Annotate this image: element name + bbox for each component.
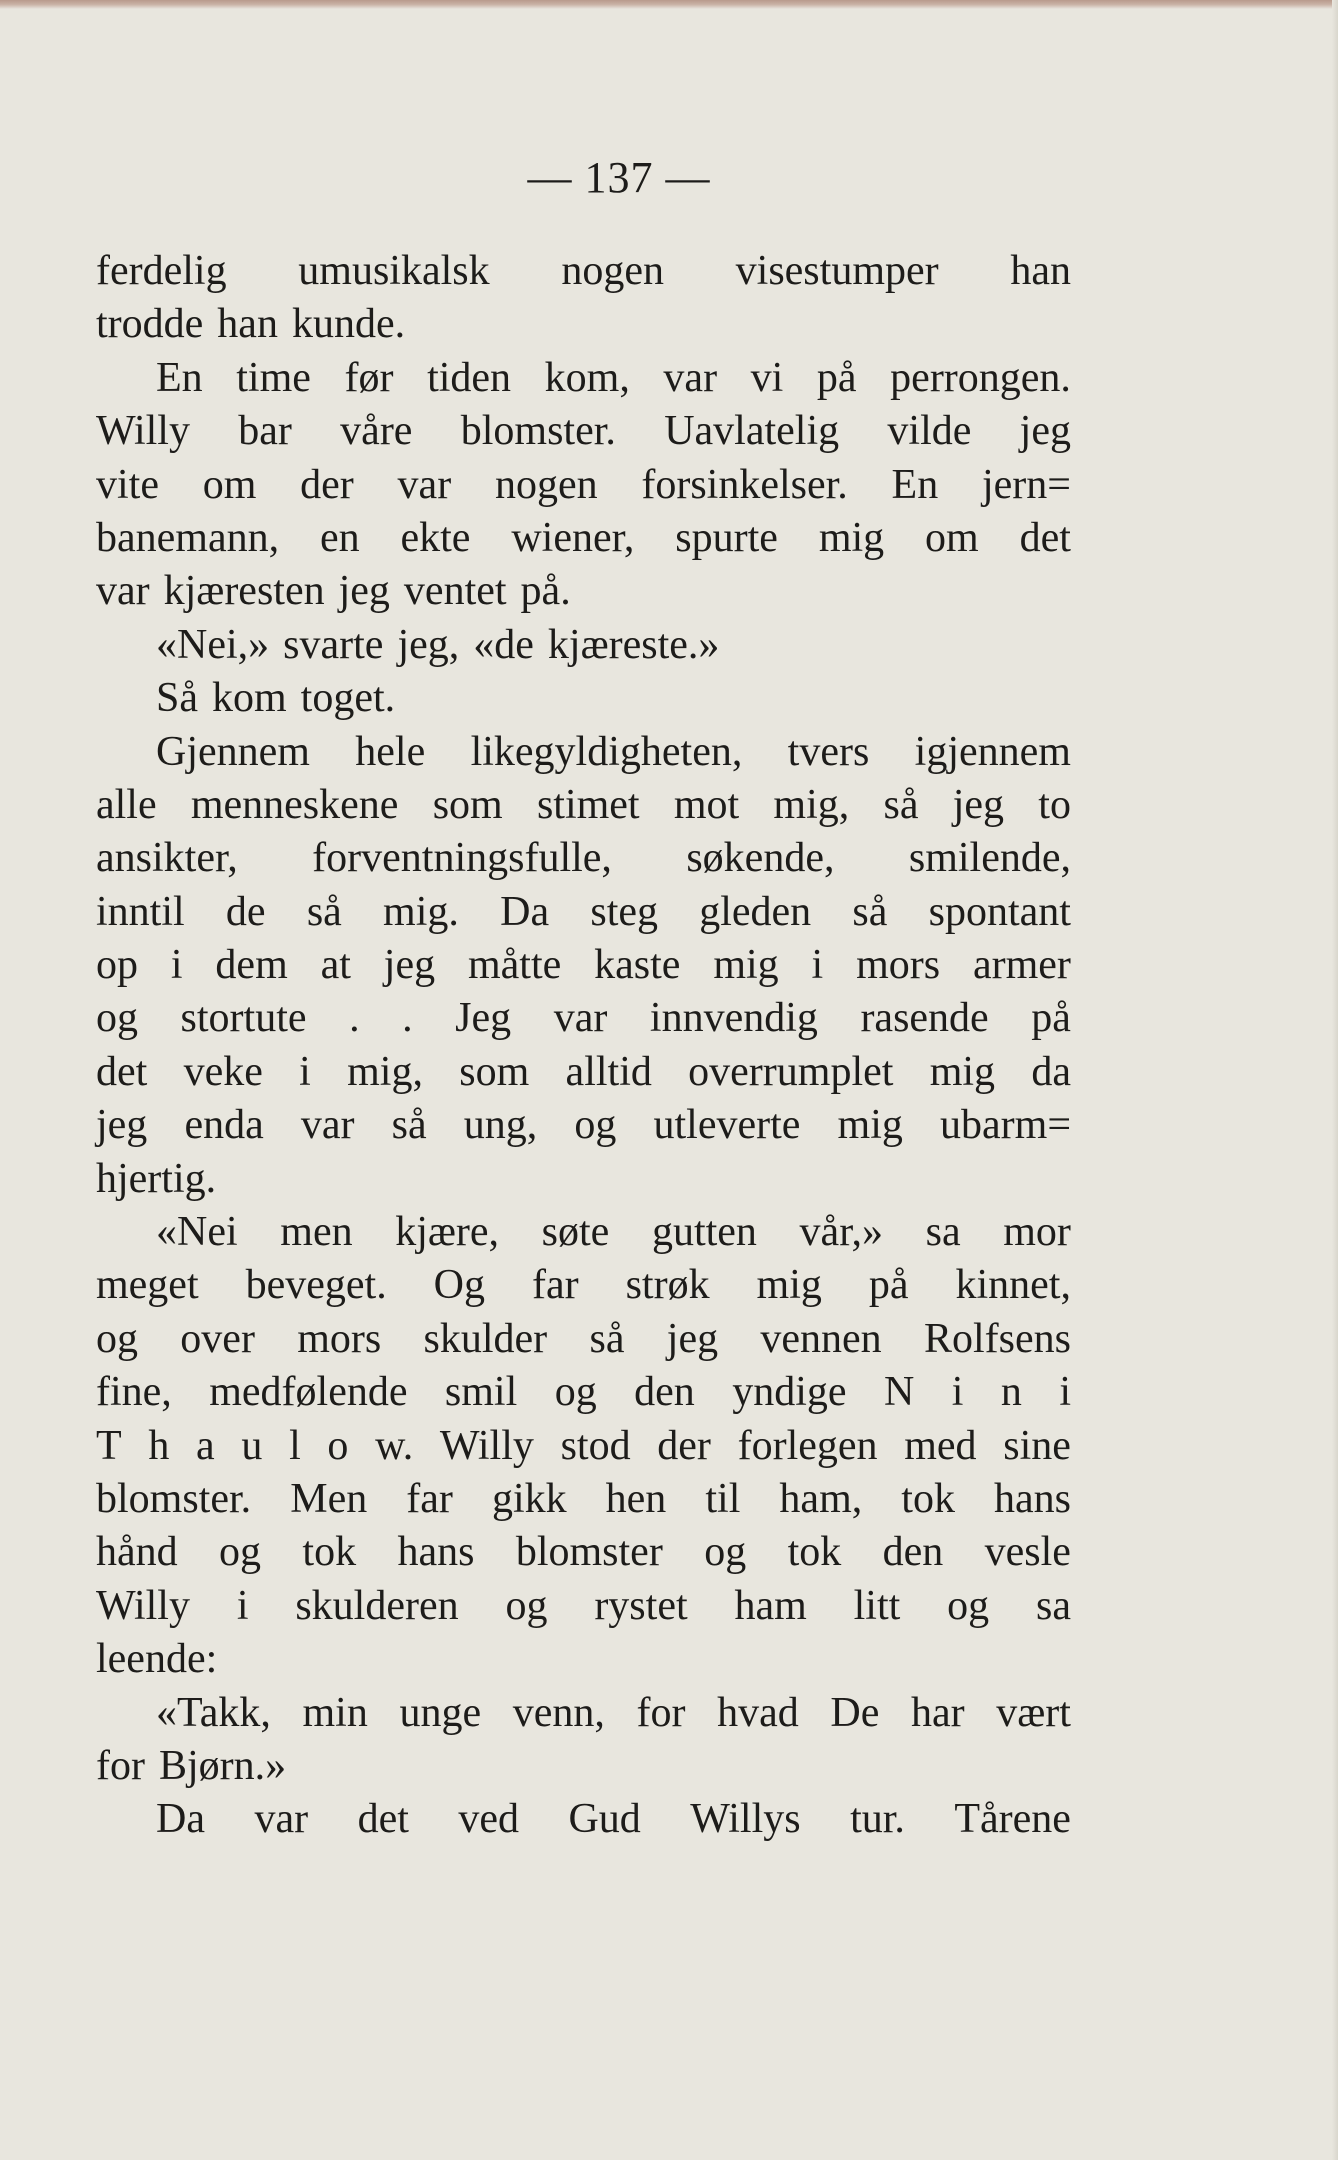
word: over bbox=[180, 1315, 255, 1362]
word: kjæreste.» bbox=[547, 621, 720, 668]
word: jeg bbox=[666, 1315, 719, 1362]
page-top-edge bbox=[0, 0, 1338, 9]
text-line bbox=[96, 939, 1071, 992]
word: i bbox=[1059, 1369, 1071, 1416]
word: så bbox=[852, 888, 888, 935]
word: var bbox=[254, 1796, 309, 1843]
word: igjennem bbox=[914, 728, 1071, 775]
word: søkende, bbox=[686, 835, 835, 882]
text-line bbox=[96, 1259, 1071, 1312]
word: umusikalsk bbox=[298, 248, 490, 294]
word: stortute bbox=[180, 995, 307, 1042]
word: Så bbox=[156, 675, 198, 722]
word: Men bbox=[290, 1475, 368, 1522]
word: min bbox=[302, 1689, 368, 1736]
word: «Takk, bbox=[156, 1689, 271, 1736]
word: mig, bbox=[347, 1048, 423, 1095]
word: beveget. bbox=[245, 1262, 387, 1309]
word: tur. bbox=[850, 1796, 905, 1843]
word: utleverte bbox=[653, 1102, 801, 1149]
word: likegyldigheten, bbox=[470, 728, 743, 775]
word: tok bbox=[901, 1475, 955, 1522]
word: hånd bbox=[96, 1529, 178, 1576]
word: strøk bbox=[625, 1262, 710, 1309]
word: bar bbox=[238, 408, 292, 455]
word: sine bbox=[1003, 1422, 1071, 1469]
word: trodde bbox=[96, 301, 204, 348]
word: nogen bbox=[494, 461, 598, 508]
word: Da bbox=[156, 1796, 205, 1843]
word: forsinkelser. bbox=[641, 461, 848, 508]
text-line bbox=[96, 1580, 1071, 1633]
word: Willy bbox=[96, 408, 190, 455]
word: . bbox=[349, 995, 360, 1042]
word: N bbox=[884, 1369, 915, 1416]
word: vite bbox=[96, 461, 159, 508]
word: måtte bbox=[467, 942, 562, 989]
word: mot bbox=[673, 781, 740, 828]
text-line bbox=[96, 352, 1071, 405]
word: mors bbox=[856, 942, 941, 989]
word: og bbox=[574, 1102, 617, 1149]
word: kunde. bbox=[291, 301, 406, 348]
word: perrongen. bbox=[890, 354, 1071, 401]
word: vi bbox=[750, 354, 784, 401]
word: fine, bbox=[96, 1369, 172, 1416]
word: inntil bbox=[96, 888, 185, 935]
word: vesle bbox=[984, 1529, 1071, 1576]
body-text bbox=[96, 245, 1071, 1847]
word: wiener, bbox=[511, 514, 635, 561]
word: jeg bbox=[952, 781, 1005, 828]
word: l bbox=[289, 1422, 301, 1469]
word: og bbox=[96, 1315, 138, 1362]
word: har bbox=[911, 1689, 965, 1736]
word: på bbox=[1031, 995, 1071, 1042]
word: mig bbox=[837, 1102, 903, 1149]
word: han bbox=[1010, 248, 1071, 294]
word: Gjennem bbox=[156, 728, 310, 775]
word: om bbox=[202, 461, 257, 508]
text-line bbox=[96, 832, 1071, 885]
word: det bbox=[357, 1796, 409, 1843]
word: med bbox=[904, 1422, 977, 1469]
word: mig bbox=[818, 514, 885, 561]
word: så bbox=[883, 781, 919, 828]
word: mig bbox=[713, 942, 779, 989]
word: tiden bbox=[427, 354, 512, 401]
word: ekte bbox=[400, 514, 471, 561]
text-line bbox=[96, 1420, 1071, 1473]
word: Willy bbox=[96, 1582, 190, 1629]
word: overrumplet bbox=[688, 1048, 894, 1095]
word: de bbox=[225, 888, 266, 935]
text-line bbox=[96, 1633, 1071, 1686]
word: w. bbox=[375, 1422, 414, 1469]
word: tvers bbox=[787, 728, 870, 775]
word: litt bbox=[853, 1582, 901, 1629]
word: gikk bbox=[491, 1475, 567, 1522]
word: rystet bbox=[594, 1582, 688, 1629]
word: jeg bbox=[338, 568, 390, 615]
word: Og bbox=[433, 1262, 485, 1309]
word: før bbox=[344, 354, 394, 401]
word: det bbox=[96, 1048, 148, 1095]
word: hans bbox=[397, 1529, 475, 1576]
word: armer bbox=[972, 942, 1071, 989]
word: søte bbox=[541, 1209, 610, 1256]
text-line bbox=[96, 512, 1071, 565]
word: var bbox=[553, 995, 608, 1042]
word: «Nei,» bbox=[156, 621, 270, 668]
word: i bbox=[811, 942, 824, 989]
word: hele bbox=[355, 728, 426, 775]
text-line bbox=[96, 1793, 1071, 1846]
word: og bbox=[505, 1582, 548, 1629]
text-line bbox=[96, 886, 1071, 939]
text-line bbox=[96, 1366, 1071, 1419]
word: våre bbox=[340, 408, 413, 455]
word: ubarm= bbox=[940, 1102, 1071, 1149]
word: Bjørn.» bbox=[158, 1742, 287, 1789]
word: hans bbox=[994, 1475, 1071, 1522]
text-line bbox=[96, 565, 1071, 618]
text-line bbox=[96, 726, 1071, 779]
word: og bbox=[554, 1369, 597, 1416]
word: Uavlatelig bbox=[664, 408, 840, 455]
word: veke bbox=[183, 1048, 263, 1095]
word: som bbox=[459, 1048, 530, 1095]
word: time bbox=[236, 354, 311, 401]
word: alle bbox=[96, 781, 157, 828]
word: mig. bbox=[383, 888, 459, 935]
word: jeg bbox=[1019, 408, 1071, 455]
word: på bbox=[816, 354, 857, 401]
word: sa bbox=[925, 1209, 961, 1256]
text-line bbox=[96, 1153, 1071, 1206]
word: venn, bbox=[512, 1689, 605, 1736]
word: rasende bbox=[860, 995, 989, 1042]
word: far bbox=[531, 1262, 579, 1309]
word: mors bbox=[297, 1315, 382, 1362]
word: dem bbox=[215, 942, 288, 989]
word: gutten bbox=[651, 1209, 757, 1256]
word: og bbox=[947, 1582, 990, 1629]
word: Da bbox=[500, 888, 550, 935]
word: stimet bbox=[536, 781, 640, 828]
word: kinnet, bbox=[955, 1262, 1071, 1309]
text-line bbox=[96, 1526, 1071, 1579]
word: i bbox=[170, 942, 183, 989]
word: mig bbox=[929, 1048, 996, 1095]
word: En bbox=[891, 461, 939, 508]
word: Willys bbox=[690, 1796, 801, 1843]
word: kom bbox=[212, 675, 287, 722]
word: der bbox=[300, 461, 354, 508]
word: på. bbox=[520, 568, 571, 615]
word: i bbox=[299, 1048, 311, 1095]
word: to bbox=[1038, 781, 1071, 828]
word: og bbox=[704, 1529, 747, 1576]
word: De bbox=[830, 1689, 880, 1736]
word: svarte bbox=[283, 621, 384, 668]
word: en bbox=[319, 514, 360, 561]
word: mig, bbox=[773, 781, 850, 828]
page-number: — 137 — bbox=[527, 153, 711, 202]
word: op bbox=[96, 942, 138, 989]
text-line bbox=[96, 1687, 1071, 1740]
word: smil bbox=[444, 1369, 518, 1416]
word: den bbox=[634, 1369, 695, 1416]
word: ansikter, bbox=[96, 835, 238, 882]
word: meget bbox=[96, 1262, 199, 1309]
word: til bbox=[705, 1475, 741, 1522]
word: «Nei bbox=[156, 1209, 238, 1256]
word: spurte bbox=[675, 514, 778, 561]
word: han bbox=[217, 301, 278, 348]
text-line bbox=[96, 1473, 1071, 1526]
word: så bbox=[306, 888, 342, 935]
text-line bbox=[96, 405, 1071, 458]
word: var bbox=[300, 1102, 355, 1149]
word: jeg bbox=[383, 942, 436, 989]
word: og bbox=[219, 1529, 262, 1576]
word: vært bbox=[996, 1689, 1071, 1736]
word: menneskene bbox=[190, 781, 399, 828]
word: steg bbox=[590, 888, 658, 935]
text-line bbox=[96, 779, 1071, 832]
text-line bbox=[96, 459, 1071, 512]
word: mor bbox=[1003, 1209, 1071, 1256]
word: da bbox=[1031, 1048, 1071, 1095]
word: Tårene bbox=[954, 1796, 1071, 1843]
text-line bbox=[96, 1046, 1071, 1099]
word: o bbox=[327, 1422, 349, 1469]
word: ved bbox=[458, 1796, 519, 1843]
text-line bbox=[96, 619, 1071, 672]
word: men bbox=[280, 1209, 353, 1256]
word: ham, bbox=[779, 1475, 863, 1522]
word: . bbox=[402, 995, 413, 1042]
word: smilende, bbox=[908, 835, 1071, 882]
word: jeg, bbox=[397, 621, 460, 668]
word: så bbox=[391, 1102, 427, 1149]
text-line bbox=[96, 992, 1071, 1045]
word: for bbox=[96, 1742, 145, 1789]
word: yndige bbox=[732, 1369, 847, 1416]
word: toget. bbox=[300, 675, 396, 722]
word: n bbox=[1000, 1369, 1022, 1416]
word: kjæresten bbox=[163, 568, 325, 615]
word: mig bbox=[756, 1262, 822, 1309]
text-line bbox=[96, 1313, 1071, 1366]
text-line bbox=[96, 298, 1071, 351]
word: far bbox=[406, 1475, 453, 1522]
word: ventet bbox=[403, 568, 507, 615]
word: forlegen bbox=[737, 1422, 878, 1469]
word: medfølende bbox=[209, 1369, 408, 1416]
word: hjertig. bbox=[96, 1155, 217, 1202]
text-line bbox=[96, 1740, 1071, 1793]
word: kaste bbox=[594, 942, 681, 989]
page-right-edge bbox=[1332, 0, 1338, 2160]
word: tok bbox=[787, 1529, 842, 1576]
text-line bbox=[96, 1206, 1071, 1259]
word: som bbox=[432, 781, 503, 828]
word: Jeg bbox=[455, 995, 512, 1042]
word: sa bbox=[1036, 1582, 1071, 1629]
word: u bbox=[241, 1422, 263, 1469]
word: der bbox=[657, 1422, 711, 1469]
word: ham bbox=[734, 1582, 807, 1629]
word: jern= bbox=[981, 461, 1071, 508]
word: og bbox=[96, 995, 138, 1042]
word: visestumper bbox=[735, 248, 939, 294]
word: skulderen bbox=[295, 1582, 459, 1629]
word: det bbox=[1019, 514, 1071, 561]
word: leende: bbox=[96, 1636, 218, 1683]
word: i bbox=[236, 1582, 249, 1629]
word: skulder bbox=[423, 1315, 548, 1362]
word: tok bbox=[302, 1529, 357, 1576]
word: spontant bbox=[928, 888, 1071, 935]
word: Rolfsens bbox=[923, 1315, 1071, 1362]
word: den bbox=[882, 1529, 944, 1576]
word: gleden bbox=[699, 888, 812, 935]
word: Gud bbox=[568, 1796, 641, 1843]
text-line bbox=[96, 1099, 1071, 1152]
word: blomster. bbox=[460, 408, 616, 455]
text-line bbox=[96, 672, 1071, 725]
word: unge bbox=[399, 1689, 482, 1736]
word: i bbox=[951, 1369, 964, 1416]
word: a bbox=[196, 1422, 215, 1469]
word: nogen bbox=[561, 248, 664, 294]
word: kom, bbox=[544, 354, 630, 401]
word: blomster. bbox=[96, 1475, 252, 1522]
word: hen bbox=[605, 1475, 667, 1522]
word: enda bbox=[184, 1102, 264, 1149]
word: vilde bbox=[887, 408, 972, 455]
word: var bbox=[397, 461, 452, 508]
word: kjære, bbox=[395, 1209, 500, 1256]
word: ferdelig bbox=[96, 248, 227, 294]
word: at bbox=[320, 942, 351, 989]
word: jeg bbox=[96, 1102, 148, 1149]
word: om bbox=[925, 514, 979, 561]
word: banemann, bbox=[96, 514, 280, 561]
word: innvendig bbox=[649, 995, 818, 1042]
word: var bbox=[663, 354, 718, 401]
word: var bbox=[96, 568, 150, 615]
word: stod bbox=[560, 1422, 631, 1469]
word: En bbox=[156, 354, 203, 401]
text-line bbox=[96, 245, 1071, 298]
word: Willy bbox=[439, 1422, 534, 1469]
word: på bbox=[868, 1262, 909, 1309]
word: h bbox=[148, 1422, 170, 1469]
word: for bbox=[636, 1689, 686, 1736]
word: ung, bbox=[463, 1102, 538, 1149]
word: T bbox=[96, 1422, 122, 1469]
word: forventningsfulle, bbox=[312, 835, 612, 882]
word: «de bbox=[473, 621, 534, 668]
word: alltid bbox=[565, 1048, 652, 1095]
word: vennen bbox=[760, 1315, 882, 1362]
word: så bbox=[589, 1315, 625, 1362]
word: vår,» bbox=[799, 1209, 883, 1256]
word: blomster bbox=[515, 1529, 663, 1576]
word: hvad bbox=[717, 1689, 799, 1736]
